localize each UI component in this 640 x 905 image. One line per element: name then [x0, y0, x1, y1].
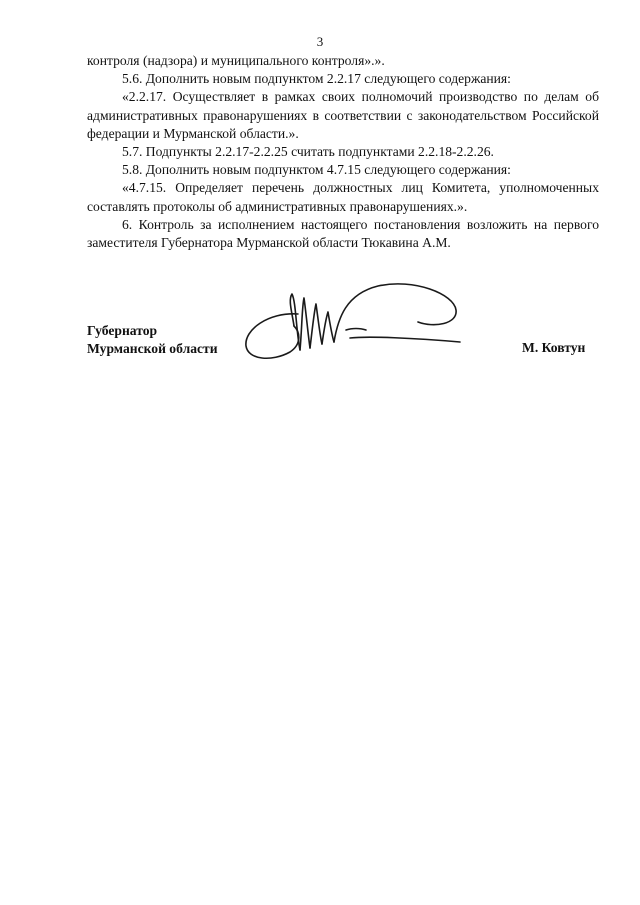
paragraph-quote-4-7-15: «4.7.15. Определяет перечень должностных лиц Комитета, уполномоченных составлять протоколы об административных правонарушениях.».: [87, 180, 599, 214]
paragraph-item-5-8: 5.8. Дополнить новым подпунктом 4.7.15 следующего содержания:: [122, 162, 511, 178]
signatory-title: [87, 322, 218, 358]
document-body: [87, 52, 599, 252]
paragraph-item-5-7: 5.7. Подпункты 2.2.17-2.2.25 считать подпунктами 2.2.18-2.2.26.: [122, 144, 494, 160]
paragraph-item-6: 6. Контроль за исполнением настоящего постановления возложить на первого заместителя Губернатора Мурманской области Тюкавина А.М.: [87, 216, 599, 251]
signatory-title-line-1: Губернатор: [87, 323, 158, 338]
paragraph-quote-2-2-17: «2.2.17. Осуществляет в рамках своих полномочий производство по делам об административных правонарушениях в соответствии с законодательством Российской федерации и Мурманской области.».: [87, 89, 599, 141]
signatory-title-line-2: Мурманской области: [87, 341, 218, 356]
paragraph-item-5-6: 5.6. Дополнить новым подпунктом 2.2.17 следующего содержания:: [122, 71, 511, 87]
paragraph-continuation: контроля (надзора) и муниципального контроля».».: [87, 53, 385, 68]
signatory-name: М. Ковтун: [522, 340, 586, 355]
page-number: 3: [316, 34, 324, 49]
handwritten-signature: [238, 272, 478, 372]
